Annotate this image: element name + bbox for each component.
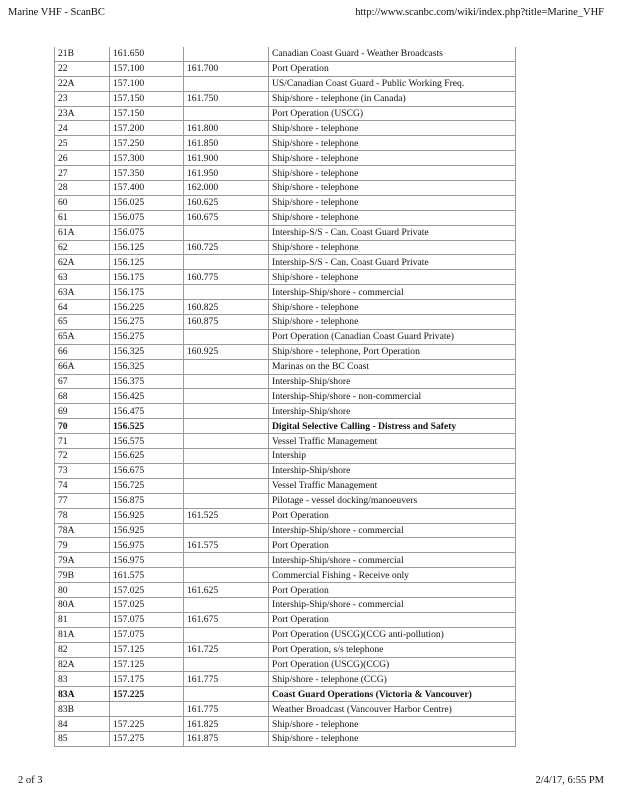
channel-cell: 67 (55, 374, 110, 389)
channel-cell: 78 (55, 508, 110, 523)
channel-cell: 24 (55, 121, 110, 136)
shore-frequency-cell: 160.675 (184, 210, 269, 225)
table-row (55, 642, 516, 657)
usage-cell: Port Operation (USCG)(CCG anti-pollution) (269, 627, 516, 642)
channel-cell: 83A (55, 687, 110, 702)
ship-frequency-cell: 156.725 (110, 478, 184, 493)
shore-frequency-cell: 161.700 (184, 61, 269, 76)
usage-cell: Intership-Ship/shore (269, 374, 516, 389)
table-row (55, 121, 516, 136)
page-title: Marine VHF - ScanBC (8, 7, 105, 18)
channel-cell: 26 (55, 151, 110, 166)
channel-cell: 85 (55, 731, 110, 746)
channel-cell: 80 (55, 583, 110, 598)
print-datetime: 2/4/17, 6:55 PM (535, 775, 604, 786)
table-row (55, 553, 516, 568)
usage-cell: Intership-Ship/shore - commercial (269, 523, 516, 538)
ship-frequency-cell: 156.325 (110, 344, 184, 359)
ship-frequency-cell: 156.675 (110, 463, 184, 478)
channel-cell: 28 (55, 181, 110, 196)
shore-frequency-cell: 160.875 (184, 315, 269, 330)
table-row (55, 419, 516, 434)
usage-cell: Ship/shore - telephone (269, 136, 516, 151)
usage-cell: Ship/shore - telephone (in Canada) (269, 91, 516, 106)
usage-cell: Ship/shore - telephone (CCG) (269, 672, 516, 687)
shore-frequency-cell: 161.675 (184, 612, 269, 627)
shore-frequency-cell (184, 47, 269, 61)
table-row (55, 195, 516, 210)
table-row (55, 359, 516, 374)
usage-cell: Port Operation (269, 61, 516, 76)
usage-cell: Port Operation (USCG) (269, 106, 516, 121)
usage-cell: Ship/shore - telephone (269, 121, 516, 136)
channel-cell: 66 (55, 344, 110, 359)
table-row (55, 731, 516, 746)
table-row (55, 717, 516, 732)
usage-cell: Ship/shore - telephone (269, 731, 516, 746)
table-row (55, 478, 516, 493)
usage-cell: Ship/shore - telephone (269, 240, 516, 255)
ship-frequency-cell: 156.475 (110, 404, 184, 419)
table-row (55, 47, 516, 61)
ship-frequency-cell (110, 702, 184, 717)
shore-frequency-cell (184, 463, 269, 478)
usage-cell: Port Operation (Canadian Coast Guard Private) (269, 329, 516, 344)
shore-frequency-cell (184, 359, 269, 374)
channel-cell: 79B (55, 568, 110, 583)
channel-cell: 23 (55, 91, 110, 106)
channel-cell: 25 (55, 136, 110, 151)
table-row (55, 434, 516, 449)
shore-frequency-cell: 160.625 (184, 195, 269, 210)
channel-cell: 84 (55, 717, 110, 732)
shore-frequency-cell (184, 523, 269, 538)
shore-frequency-cell: 160.775 (184, 270, 269, 285)
shore-frequency-cell: 161.525 (184, 508, 269, 523)
ship-frequency-cell: 157.025 (110, 597, 184, 612)
ship-frequency-cell: 156.325 (110, 359, 184, 374)
ship-frequency-cell: 157.125 (110, 657, 184, 672)
shore-frequency-cell: 161.950 (184, 166, 269, 181)
shore-frequency-cell (184, 419, 269, 434)
ship-frequency-cell: 156.025 (110, 195, 184, 210)
table-row (55, 702, 516, 717)
shore-frequency-cell (184, 389, 269, 404)
shore-frequency-cell: 160.725 (184, 240, 269, 255)
table-row (55, 672, 516, 687)
usage-cell: Ship/shore - telephone (269, 270, 516, 285)
table-row (55, 463, 516, 478)
ship-frequency-cell: 157.400 (110, 181, 184, 196)
ship-frequency-cell: 156.275 (110, 329, 184, 344)
shore-frequency-cell: 161.875 (184, 731, 269, 746)
shore-frequency-cell (184, 687, 269, 702)
vhf-channel-table (54, 47, 516, 747)
ship-frequency-cell: 157.075 (110, 627, 184, 642)
channel-cell: 71 (55, 434, 110, 449)
ship-frequency-cell: 156.075 (110, 210, 184, 225)
shore-frequency-cell (184, 478, 269, 493)
shore-frequency-cell: 161.575 (184, 538, 269, 553)
table-row (55, 344, 516, 359)
usage-cell: Port Operation (USCG)(CCG) (269, 657, 516, 672)
ship-frequency-cell: 157.100 (110, 61, 184, 76)
ship-frequency-cell: 157.025 (110, 583, 184, 598)
shore-frequency-cell (184, 76, 269, 91)
shore-frequency-cell (184, 493, 269, 508)
table-row (55, 91, 516, 106)
channel-cell: 72 (55, 449, 110, 464)
shore-frequency-cell: 161.625 (184, 583, 269, 598)
shore-frequency-cell: 161.775 (184, 702, 269, 717)
page-url: http://www.scanbc.com/wiki/index.php?title=Marine_VHF (355, 7, 604, 18)
shore-frequency-cell: 161.800 (184, 121, 269, 136)
usage-cell: Weather Broadcast (Vancouver Harbor Centre) (269, 702, 516, 717)
ship-frequency-cell: 157.150 (110, 106, 184, 121)
table-row (55, 508, 516, 523)
usage-cell: US/Canadian Coast Guard - Public Working Freq. (269, 76, 516, 91)
usage-cell: Ship/shore - telephone (269, 717, 516, 732)
ship-frequency-cell: 157.125 (110, 642, 184, 657)
table-row (55, 374, 516, 389)
table-row (55, 300, 516, 315)
channel-cell: 74 (55, 478, 110, 493)
usage-cell: Port Operation (269, 583, 516, 598)
channel-cell: 63 (55, 270, 110, 285)
ship-frequency-cell: 156.125 (110, 255, 184, 270)
usage-cell: Ship/shore - telephone (269, 181, 516, 196)
channel-cell: 22 (55, 61, 110, 76)
shore-frequency-cell: 161.775 (184, 672, 269, 687)
table-row (55, 225, 516, 240)
channel-cell: 70 (55, 419, 110, 434)
table-row (55, 657, 516, 672)
channel-cell: 60 (55, 195, 110, 210)
usage-cell: Port Operation (269, 508, 516, 523)
usage-cell: Intership-Ship/shore - commercial (269, 553, 516, 568)
channel-cell: 79 (55, 538, 110, 553)
ship-frequency-cell: 156.575 (110, 434, 184, 449)
channel-cell: 78A (55, 523, 110, 538)
table-row (55, 523, 516, 538)
channel-cell: 68 (55, 389, 110, 404)
ship-frequency-cell: 161.575 (110, 568, 184, 583)
table-row (55, 106, 516, 121)
shore-frequency-cell: 160.925 (184, 344, 269, 359)
ship-frequency-cell: 157.350 (110, 166, 184, 181)
shore-frequency-cell: 161.825 (184, 717, 269, 732)
usage-cell: Vessel Traffic Management (269, 478, 516, 493)
table-row (55, 389, 516, 404)
shore-frequency-cell (184, 597, 269, 612)
shore-frequency-cell (184, 449, 269, 464)
usage-cell: Coast Guard Operations (Victoria & Vancouver) (269, 687, 516, 702)
usage-cell: Ship/shore - telephone (269, 166, 516, 181)
ship-frequency-cell: 157.075 (110, 612, 184, 627)
shore-frequency-cell: 162.000 (184, 181, 269, 196)
usage-cell: Ship/shore - telephone (269, 195, 516, 210)
ship-frequency-cell: 156.975 (110, 553, 184, 568)
ship-frequency-cell: 156.425 (110, 389, 184, 404)
ship-frequency-cell: 156.625 (110, 449, 184, 464)
usage-cell: Intership-S/S - Can. Coast Guard Private (269, 255, 516, 270)
table-row (55, 240, 516, 255)
channel-cell: 23A (55, 106, 110, 121)
shore-frequency-cell (184, 434, 269, 449)
channel-cell: 66A (55, 359, 110, 374)
ship-frequency-cell: 157.275 (110, 731, 184, 746)
ship-frequency-cell: 156.875 (110, 493, 184, 508)
ship-frequency-cell: 156.175 (110, 285, 184, 300)
table-row (55, 76, 516, 91)
usage-cell: Ship/shore - telephone (269, 151, 516, 166)
table-row (55, 270, 516, 285)
channel-cell: 62 (55, 240, 110, 255)
usage-cell: Intership (269, 449, 516, 464)
ship-frequency-cell: 156.375 (110, 374, 184, 389)
table-row (55, 255, 516, 270)
ship-frequency-cell: 157.225 (110, 717, 184, 732)
usage-cell: Intership-Ship/shore - commercial (269, 285, 516, 300)
ship-frequency-cell: 156.075 (110, 225, 184, 240)
shore-frequency-cell (184, 568, 269, 583)
ship-frequency-cell: 157.225 (110, 687, 184, 702)
usage-cell: Commercial Fishing - Receive only (269, 568, 516, 583)
usage-cell: Vessel Traffic Management (269, 434, 516, 449)
ship-frequency-cell: 157.100 (110, 76, 184, 91)
channel-cell: 81A (55, 627, 110, 642)
channel-cell: 22A (55, 76, 110, 91)
channel-cell: 63A (55, 285, 110, 300)
table-row (55, 329, 516, 344)
usage-cell: Port Operation, s/s telephone (269, 642, 516, 657)
table-row (55, 61, 516, 76)
ship-frequency-cell: 156.925 (110, 508, 184, 523)
channel-cell: 83B (55, 702, 110, 717)
usage-cell: Ship/shore - telephone (269, 300, 516, 315)
channel-cell: 69 (55, 404, 110, 419)
usage-cell: Canadian Coast Guard - Weather Broadcasts (269, 47, 516, 61)
ship-frequency-cell: 157.300 (110, 151, 184, 166)
usage-cell: Intership-Ship/shore - non-commercial (269, 389, 516, 404)
channel-cell: 65 (55, 315, 110, 330)
ship-frequency-cell: 156.275 (110, 315, 184, 330)
ship-frequency-cell: 157.250 (110, 136, 184, 151)
shore-frequency-cell (184, 255, 269, 270)
table-row (55, 151, 516, 166)
usage-cell: Intership-Ship/shore (269, 404, 516, 419)
shore-frequency-cell (184, 657, 269, 672)
usage-cell: Ship/shore - telephone (269, 315, 516, 330)
channel-cell: 83 (55, 672, 110, 687)
usage-cell: Intership-S/S - Can. Coast Guard Private (269, 225, 516, 240)
ship-frequency-cell: 156.925 (110, 523, 184, 538)
shore-frequency-cell (184, 553, 269, 568)
table-row (55, 612, 516, 627)
table-row (55, 285, 516, 300)
ship-frequency-cell: 161.650 (110, 47, 184, 61)
shore-frequency-cell (184, 329, 269, 344)
ship-frequency-cell: 157.150 (110, 91, 184, 106)
usage-cell: Digital Selective Calling - Distress and Safety (269, 419, 516, 434)
shore-frequency-cell: 160.825 (184, 300, 269, 315)
table-row (55, 597, 516, 612)
channel-cell: 82 (55, 642, 110, 657)
usage-cell: Port Operation (269, 612, 516, 627)
shore-frequency-cell: 161.900 (184, 151, 269, 166)
channel-cell: 73 (55, 463, 110, 478)
channel-cell: 81 (55, 612, 110, 627)
table-row (55, 166, 516, 181)
ship-frequency-cell: 157.200 (110, 121, 184, 136)
shore-frequency-cell: 161.850 (184, 136, 269, 151)
channel-cell: 61 (55, 210, 110, 225)
channel-cell: 21B (55, 47, 110, 61)
usage-cell: Ship/shore - telephone, Port Operation (269, 344, 516, 359)
table-row (55, 687, 516, 702)
ship-frequency-cell: 156.525 (110, 419, 184, 434)
shore-frequency-cell (184, 285, 269, 300)
channel-cell: 27 (55, 166, 110, 181)
table-row (55, 627, 516, 642)
usage-cell: Intership-Ship/shore - commercial (269, 597, 516, 612)
table-row (55, 449, 516, 464)
channel-cell: 64 (55, 300, 110, 315)
channel-cell: 82A (55, 657, 110, 672)
shore-frequency-cell (184, 106, 269, 121)
shore-frequency-cell (184, 225, 269, 240)
shore-frequency-cell (184, 374, 269, 389)
channel-cell: 61A (55, 225, 110, 240)
ship-frequency-cell: 157.175 (110, 672, 184, 687)
table-row (55, 210, 516, 225)
table-row (55, 315, 516, 330)
usage-cell: Pilotage - vessel docking/manoeuvers (269, 493, 516, 508)
channel-cell: 62A (55, 255, 110, 270)
channel-cell: 65A (55, 329, 110, 344)
table-row (55, 583, 516, 598)
channel-cell: 79A (55, 553, 110, 568)
shore-frequency-cell: 161.725 (184, 642, 269, 657)
channel-cell: 80A (55, 597, 110, 612)
table-row (55, 136, 516, 151)
table-row (55, 568, 516, 583)
usage-cell: Port Operation (269, 538, 516, 553)
usage-cell: Marinas on the BC Coast (269, 359, 516, 374)
channel-cell: 77 (55, 493, 110, 508)
table-row (55, 538, 516, 553)
table-row (55, 404, 516, 419)
ship-frequency-cell: 156.975 (110, 538, 184, 553)
ship-frequency-cell: 156.175 (110, 270, 184, 285)
table-row (55, 493, 516, 508)
usage-cell: Ship/shore - telephone (269, 210, 516, 225)
shore-frequency-cell (184, 627, 269, 642)
usage-cell: Intership-Ship/shore (269, 463, 516, 478)
shore-frequency-cell: 161.750 (184, 91, 269, 106)
table-row (55, 181, 516, 196)
ship-frequency-cell: 156.125 (110, 240, 184, 255)
page-number: 2 of 3 (18, 775, 43, 786)
ship-frequency-cell: 156.225 (110, 300, 184, 315)
shore-frequency-cell (184, 404, 269, 419)
